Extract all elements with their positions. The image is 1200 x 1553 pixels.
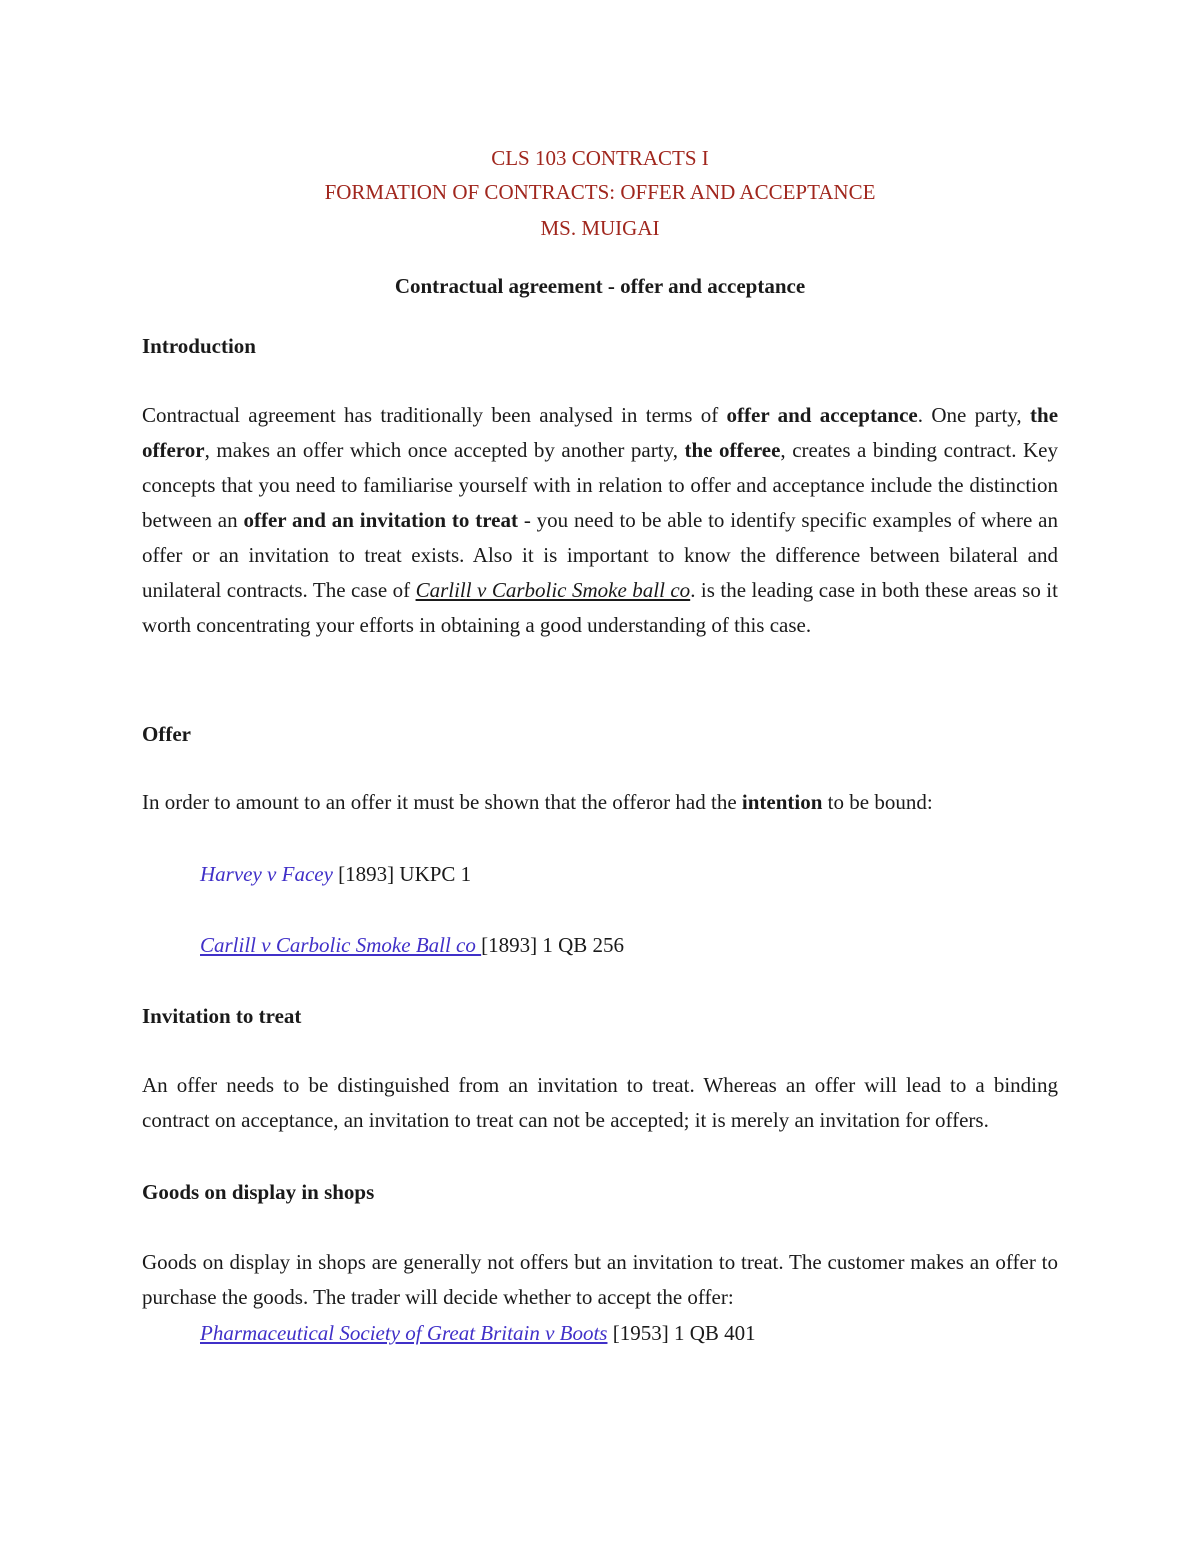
document-subtitle: Contractual agreement - offer and acceptance xyxy=(394,274,806,298)
topic-title: FORMATION OF CONTRACTS: OFFER AND ACCEPTANCE xyxy=(324,180,876,204)
goods-heading: Goods on display in shops xyxy=(142,1180,375,1204)
carlill-carbolic-case-link[interactable]: Carlill v Carbolic Smoke Ball co xyxy=(200,933,482,957)
case-citation: Carlill v Carbolic Smoke Ball co [1893] 1 QB 256 xyxy=(200,933,625,957)
pharmaceutical-boots-case-link[interactable]: Pharmaceutical Society of Great Britain v Boots xyxy=(200,1321,608,1345)
introduction-paragraph: Contractual agreement has traditionally been analysed in terms of offer and acceptance. One party, the offeror, makes an offer which once accepted by another party, the offeree, creates a binding contract. Key concepts that you need to familiarise yourself with in relation to offer and acceptance include the distinction between an offer and an invitation to treat - you need to be able to identify specific examples of where an offer or an invitation to treat exists. Also it is important to know the difference between bilateral and unilateral contracts. The case of Carlill v Carbolic Smoke ball co. is the leading case in both these areas so it worth concentrating your efforts in obtaining a good understanding of this case. xyxy=(142,403,1059,637)
carlill-case-link[interactable]: Carlill v Carbolic Smoke ball co xyxy=(415,578,691,602)
invitation-paragraph: An offer needs to be distinguished from an invitation to treat. Whereas an offer will lead to a binding contract on acceptance, an invitation to treat can not be accepted; it is merely an invitation for offers. xyxy=(142,1073,1058,1132)
invitation-heading: Invitation to treat xyxy=(142,1004,302,1028)
lecturer-name: MS. MUIGAI xyxy=(540,216,660,240)
case-citation: Pharmaceutical Society of Great Britain v Boots [1953] 1 QB 401 xyxy=(200,1321,756,1345)
course-title: CLS 103 CONTRACTS I xyxy=(491,146,709,170)
offer-paragraph: In order to amount to an offer it must be shown that the offeror had the intention to be bound: xyxy=(142,790,933,814)
introduction-heading: Introduction xyxy=(142,334,256,358)
case-citation: Harvey v Facey [1893] UKPC 1 xyxy=(200,862,472,886)
harvey-facey-case-link[interactable]: Harvey v Facey xyxy=(200,862,333,886)
goods-paragraph: Goods on display in shops are generally not offers but an invitation to treat. The customer makes an offer to purchase the goods. The trader will decide whether to accept the offer: xyxy=(142,1250,1058,1309)
offer-heading: Offer xyxy=(142,722,191,746)
